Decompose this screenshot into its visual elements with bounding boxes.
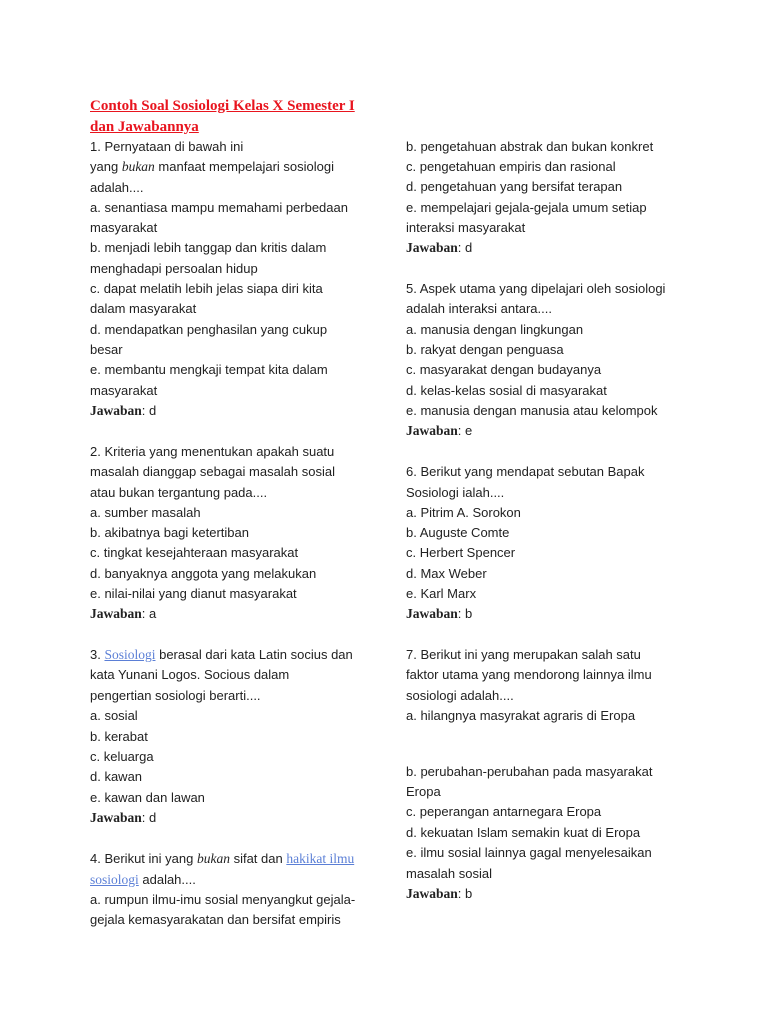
q3-option-a: a. sosial [90,708,138,723]
q6-option-c: c. Herbert Spencer [406,545,516,560]
q1-option-b: menghadapi persoalan hidup [90,261,258,276]
q4-option-d: d. pengetahuan yang bersifat terapan [406,179,623,194]
q1-option-d: besar [90,342,123,357]
q7-option-b: b. perubahan-perubahan pada masyarakat [406,764,653,779]
q1-text: 1. Pernyataan di bawah ini [90,139,244,154]
q6-option-b: b. Auguste Comte [406,525,510,540]
q4-option-b: b. pengetahuan abstrak dan bukan konkret [406,139,654,154]
q2-option-b: b. akibatnya bagi ketertiban [90,525,249,540]
q7-option-b: Eropa [406,784,441,799]
sosiologi-link[interactable]: Sosiologi [104,647,156,662]
sosiologi-link-2[interactable]: sosiologi [90,872,139,887]
q2-text: masalah dianggap sebagai masalah sosial [90,464,335,479]
q2-text: atau bukan tergantung pada.... [90,485,268,500]
q1-answer: Jawaban: d [90,403,157,418]
q5-option-b: b. rakyat dengan penguasa [406,342,564,357]
q3-text: 3. Sosiologi berasal dari kata Latin socius dan [90,647,353,662]
q5-answer: Jawaban: e [406,423,473,438]
q6-answer: Jawaban: b [406,606,473,621]
q6-text: 6. Berikut yang mendapat sebutan Bapak [406,464,645,479]
q1-option-e: masyarakat [90,383,158,398]
q1-option-a: a. senantiasa mampu memahami perbedaan [90,200,348,215]
q1-option-b: b. menjadi lebih tanggap dan kritis dalam [90,240,327,255]
q3-text: kata Yunani Logos. Socious dalam [90,667,290,682]
q7-option-e: e. ilmu sosial lainnya gagal menyelesaikan [406,845,652,860]
hakikat-ilmu-link[interactable]: hakikat ilmu [286,851,355,866]
q4-text: 4. Berikut ini yang bukan sifat dan hakikat ilmu [90,851,355,866]
q2-option-a: a. sumber masalah [90,505,201,520]
q1-option-c: c. dapat melatih lebih jelas siapa diri kita [90,281,323,296]
q1-text: yang bukan manfaat mempelajari sosiologi [90,159,335,174]
q6-option-a: a. Pitrim A. Sorokon [406,505,521,520]
q7-option-d: d. kekuatan Islam semakin kuat di Eropa [406,825,641,840]
q3-option-c: c. keluarga [90,749,154,764]
q1-option-a: masyarakat [90,220,158,235]
q1-option-e: e. membantu mengkaji tempat kita dalam [90,362,328,377]
q5-text: adalah interaksi antara.... [406,301,552,316]
q1-option-d: d. mendapatkan penghasilan yang cukup [90,322,328,337]
q3-text: pengertian sosiologi berarti.... [90,688,261,703]
q7-option-e: masalah sosial [406,866,492,881]
q3-option-d: d. kawan [90,769,143,784]
q6-option-d: d. Max Weber [406,566,487,581]
q4-option-e: e. mempelajari gejala-gejala umum setiap [406,200,647,215]
q4-emphasis: bukan [196,851,230,866]
q4-option-e: interaksi masyarakat [406,220,526,235]
q2-option-c: c. tingkat kesejahteraan masyarakat [90,545,299,560]
q6-text: Sosiologi ialah.... [406,485,505,500]
q2-answer: Jawaban: a [90,606,157,621]
q7-text: faktor utama yang mendorong lainnya ilmu [406,667,652,682]
q7-text: 7. Berikut ini yang merupakan salah satu [406,647,641,662]
q2-option-d: d. banyaknya anggota yang melakukan [90,566,317,581]
q5-option-a: a. manusia dengan lingkungan [406,322,584,337]
q1-option-c: dalam masyarakat [90,301,197,316]
q2-text: 2. Kriteria yang menentukan apakah suatu [90,444,335,459]
q4-option-a: a. rumpun ilmu-imu sosial menyangkut gejala- [90,892,356,907]
q3-answer: Jawaban: d [90,810,157,825]
q1-emphasis: bukan [121,159,155,174]
q4-option-a: gejala kemasyarakatan dan bersifat empiris [90,912,341,927]
q7-text: sosiologi adalah.... [406,688,514,703]
q5-text: 5. Aspek utama yang dipelajari oleh sosiologi [406,281,666,296]
document-title-line-2: dan Jawabannya [90,119,199,135]
q3-option-e: e. kawan dan lawan [90,790,205,805]
q4-answer: Jawaban: d [406,240,473,255]
q6-option-e: e. Karl Marx [406,586,477,601]
q5-option-c: c. masyarakat dengan budayanya [406,362,602,377]
q1-text: adalah.... [90,180,144,195]
q7-option-c: c. peperangan antarnegara Eropa [406,804,602,819]
q4-text: sosiologi adalah.... [90,872,196,887]
q2-option-e: e. nilai-nilai yang dianut masyarakat [90,586,297,601]
q5-option-d: d. kelas-kelas sosial di masyarakat [406,383,607,398]
q3-option-b: b. kerabat [90,729,148,744]
q7-answer: Jawaban: b [406,886,473,901]
q4-option-c: c. pengetahuan empiris dan rasional [406,159,616,174]
q7-option-a: a. hilangnya masyrakat agraris di Eropa [406,708,636,723]
document-title-line-1: Contoh Soal Sosiologi Kelas X Semester I [90,98,355,114]
q5-option-e: e. manusia dengan manusia atau kelompok [406,403,658,418]
